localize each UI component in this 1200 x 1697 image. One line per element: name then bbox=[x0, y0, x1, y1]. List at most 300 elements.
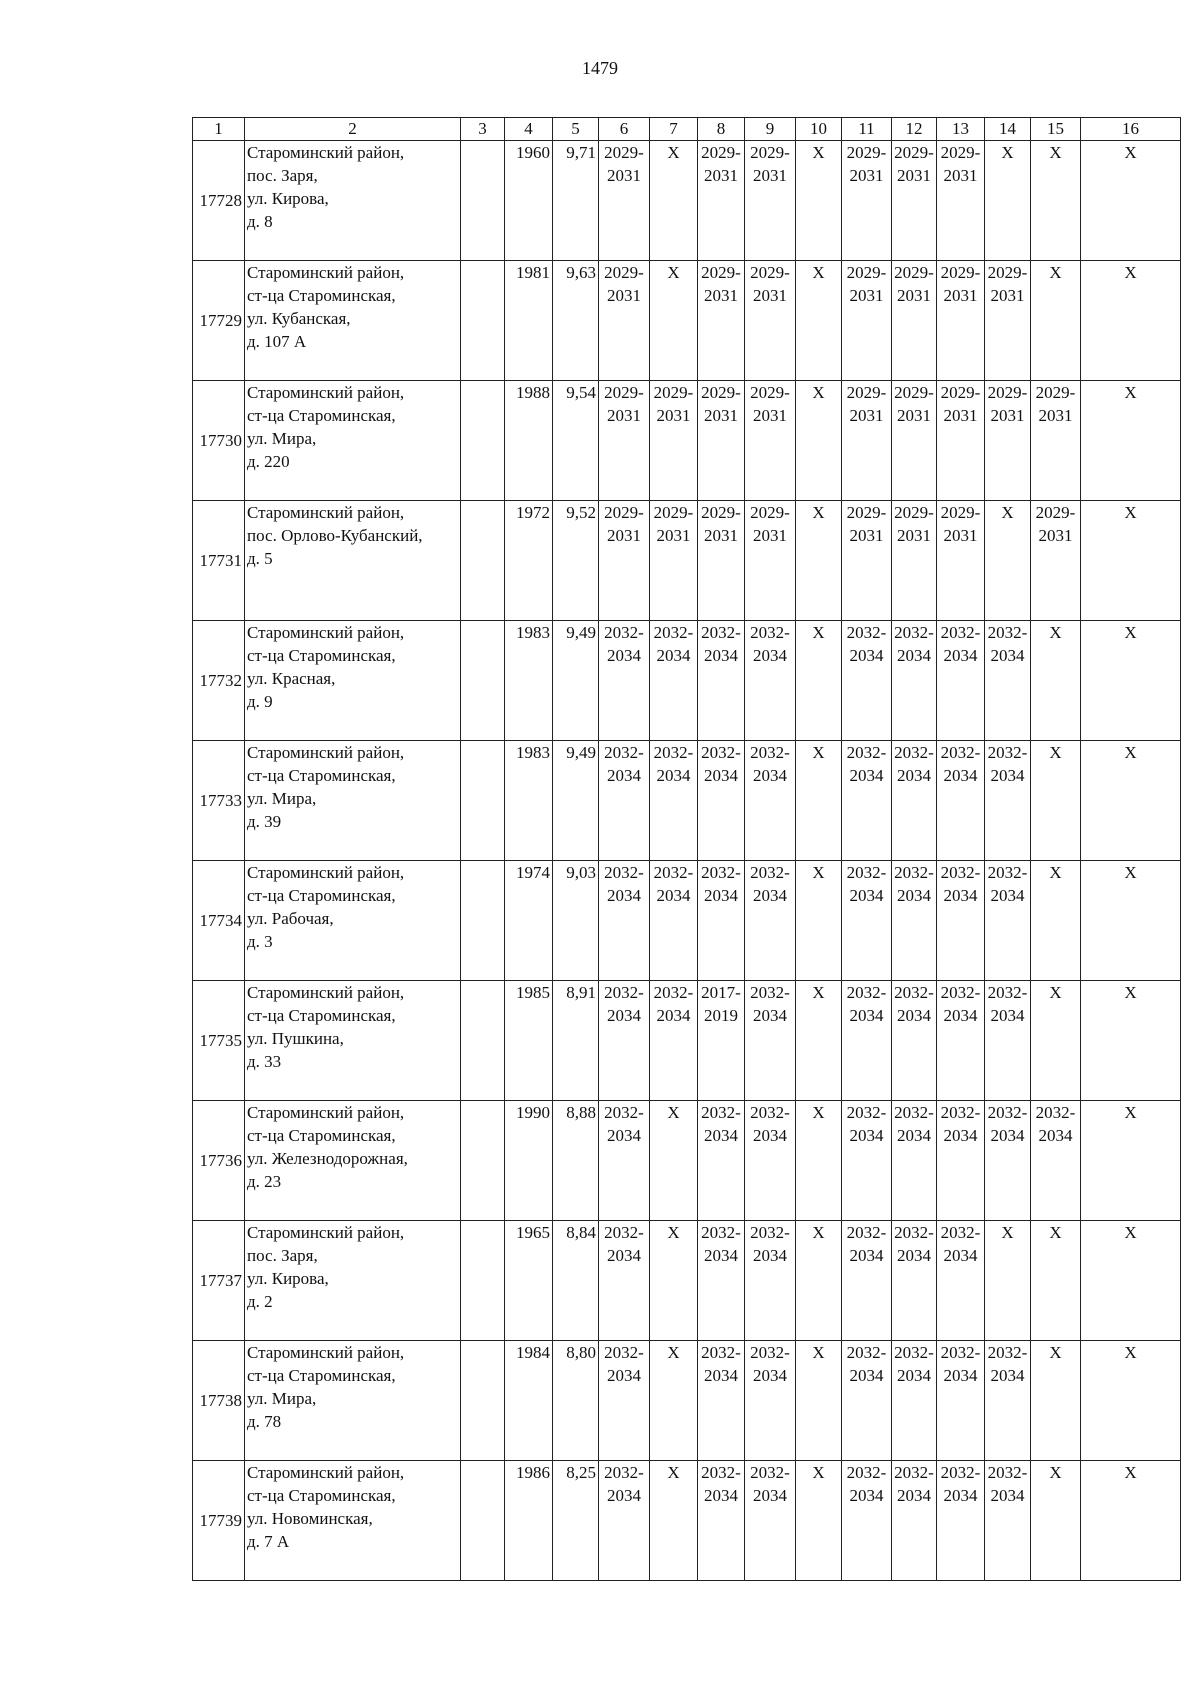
address-line: д. 2 bbox=[247, 1292, 273, 1311]
period-cell bbox=[650, 501, 698, 621]
period-line: 2034 bbox=[849, 1486, 884, 1505]
period-line: 2034 bbox=[607, 1366, 641, 1385]
year-cell: 1981 bbox=[505, 261, 553, 381]
period-cell bbox=[892, 381, 937, 501]
period-line: 2032- bbox=[846, 743, 887, 762]
period-line: 2031 bbox=[1038, 526, 1073, 545]
period-cell bbox=[698, 1221, 745, 1341]
period-line: 2034 bbox=[990, 646, 1025, 665]
period-line: 2032- bbox=[750, 863, 790, 882]
period-line: 2029- bbox=[940, 263, 981, 282]
period-cell bbox=[650, 621, 698, 741]
period-line: 2034 bbox=[943, 886, 978, 905]
period-line: 2032- bbox=[1035, 1103, 1076, 1122]
column-3-cell bbox=[461, 741, 505, 861]
period-cell bbox=[842, 261, 892, 381]
period-line: X bbox=[1049, 983, 1062, 1002]
period-line: X bbox=[667, 1103, 680, 1122]
period-cell bbox=[650, 141, 698, 261]
value-cell: 9,63 bbox=[553, 261, 599, 381]
period-cell bbox=[796, 621, 842, 741]
period-line: 2032- bbox=[894, 743, 934, 762]
period-line: 2032- bbox=[604, 863, 644, 882]
year-cell: 1985 bbox=[505, 981, 553, 1101]
table-row bbox=[193, 861, 1181, 981]
value-cell: 9,49 bbox=[553, 741, 599, 861]
row-number: 17738 bbox=[193, 1341, 245, 1461]
period-line: 2032- bbox=[987, 743, 1028, 762]
period-cell bbox=[1031, 741, 1081, 861]
period-cell bbox=[1081, 621, 1181, 741]
period-line: X bbox=[1124, 1103, 1137, 1122]
period-cell bbox=[892, 1461, 937, 1581]
period-line: 2031 bbox=[753, 406, 787, 425]
period-cell bbox=[892, 501, 937, 621]
column-3-cell bbox=[461, 1221, 505, 1341]
period-cell bbox=[599, 981, 650, 1101]
period-line: 2034 bbox=[943, 766, 978, 785]
address-cell bbox=[245, 1221, 461, 1341]
period-cell bbox=[796, 1101, 842, 1221]
period-line: 2034 bbox=[990, 886, 1025, 905]
period-cell bbox=[745, 501, 796, 621]
period-line: 2032- bbox=[653, 623, 694, 642]
period-line: 2032- bbox=[940, 1223, 981, 1242]
address-cell bbox=[245, 381, 461, 501]
table-row bbox=[193, 261, 1181, 381]
period-cell bbox=[650, 741, 698, 861]
value-cell: 9,49 bbox=[553, 621, 599, 741]
period-line: 2034 bbox=[607, 1246, 641, 1265]
period-line: 2031 bbox=[943, 286, 978, 305]
period-line: 2031 bbox=[990, 286, 1025, 305]
period-line: 2029- bbox=[1035, 503, 1076, 522]
period-line: 2034 bbox=[607, 766, 641, 785]
address-line: Староминский район, bbox=[247, 503, 405, 522]
period-line: 2029- bbox=[940, 143, 981, 162]
period-line: 2031 bbox=[897, 166, 931, 185]
address-line: Староминский район, bbox=[247, 383, 405, 402]
value-cell: 8,91 bbox=[553, 981, 599, 1101]
table-row bbox=[193, 1101, 1181, 1221]
period-cell bbox=[698, 981, 745, 1101]
period-line: 2031 bbox=[897, 526, 931, 545]
period-cell bbox=[796, 741, 842, 861]
address-line: ст-ца Староминская, bbox=[247, 286, 396, 305]
period-cell bbox=[842, 981, 892, 1101]
address-line: Староминский район, bbox=[247, 263, 405, 282]
address-line: Староминский район, bbox=[247, 863, 405, 882]
period-line: 2031 bbox=[849, 406, 884, 425]
period-cell bbox=[698, 141, 745, 261]
period-line: 2031 bbox=[704, 286, 738, 305]
year-cell: 1960 bbox=[505, 141, 553, 261]
period-line: 2032- bbox=[701, 863, 741, 882]
period-line: 2029- bbox=[750, 383, 790, 402]
address-line: д. 23 bbox=[247, 1172, 282, 1191]
period-line: 2034 bbox=[849, 1246, 884, 1265]
period-line: X bbox=[1124, 983, 1137, 1002]
row-number: 17731 bbox=[193, 501, 245, 621]
address-cell bbox=[245, 1341, 461, 1461]
column-header: 12 bbox=[892, 118, 937, 141]
period-line: 2031 bbox=[943, 526, 978, 545]
address-line: ст-ца Староминская, bbox=[247, 1366, 396, 1385]
year-cell: 1984 bbox=[505, 1341, 553, 1461]
address-line: ул. Красная, bbox=[247, 669, 336, 688]
period-line: 2032- bbox=[894, 863, 934, 882]
address-line: Староминский район, bbox=[247, 1103, 405, 1122]
period-line: 2034 bbox=[607, 1006, 641, 1025]
period-line: 2034 bbox=[943, 1006, 978, 1025]
period-line: X bbox=[1049, 623, 1062, 642]
period-line: 2034 bbox=[656, 886, 691, 905]
period-cell bbox=[937, 1461, 985, 1581]
period-cell bbox=[745, 1221, 796, 1341]
period-cell bbox=[599, 1101, 650, 1221]
period-cell bbox=[650, 981, 698, 1101]
column-3-cell bbox=[461, 1461, 505, 1581]
period-cell bbox=[745, 981, 796, 1101]
period-cell bbox=[1081, 861, 1181, 981]
period-line: 2032- bbox=[604, 983, 644, 1002]
period-line: 2034 bbox=[897, 1006, 931, 1025]
period-cell bbox=[985, 1341, 1031, 1461]
period-line: 2032- bbox=[940, 1343, 981, 1362]
row-number: 17734 bbox=[193, 861, 245, 981]
address-line: ст-ца Староминская, bbox=[247, 766, 396, 785]
period-line: 2032- bbox=[894, 1103, 934, 1122]
address-line: ул. Пушкина, bbox=[247, 1029, 344, 1048]
period-cell bbox=[698, 741, 745, 861]
period-line: 2032- bbox=[701, 623, 741, 642]
period-line: 2029- bbox=[846, 263, 887, 282]
period-line: X bbox=[1049, 263, 1062, 282]
row-number: 17736 bbox=[193, 1101, 245, 1221]
period-cell bbox=[745, 1101, 796, 1221]
year-cell: 1986 bbox=[505, 1461, 553, 1581]
column-header: 9 bbox=[745, 118, 796, 141]
column-header: 7 bbox=[650, 118, 698, 141]
period-line: X bbox=[812, 1223, 825, 1242]
period-cell bbox=[599, 1341, 650, 1461]
period-line: 2032- bbox=[940, 1463, 981, 1482]
address-line: Староминский район, bbox=[247, 743, 405, 762]
table-row bbox=[193, 1341, 1181, 1461]
period-line: 2032- bbox=[987, 1463, 1028, 1482]
row-number: 17735 bbox=[193, 981, 245, 1101]
period-line: 2032- bbox=[846, 983, 887, 1002]
period-cell bbox=[745, 861, 796, 981]
page-number: 1479 bbox=[582, 58, 618, 78]
period-line: 2034 bbox=[897, 1486, 931, 1505]
period-line: 2029- bbox=[940, 383, 981, 402]
period-cell bbox=[985, 861, 1031, 981]
address-line: д. 7 А bbox=[247, 1532, 290, 1551]
period-cell bbox=[842, 621, 892, 741]
period-line: 2029- bbox=[701, 263, 741, 282]
period-cell bbox=[796, 381, 842, 501]
period-line: X bbox=[1124, 383, 1137, 402]
period-line: 2029- bbox=[701, 503, 741, 522]
period-cell bbox=[937, 981, 985, 1101]
value-cell: 9,03 bbox=[553, 861, 599, 981]
row-number: 17732 bbox=[193, 621, 245, 741]
column-3-cell bbox=[461, 381, 505, 501]
period-line: 2032- bbox=[894, 1343, 934, 1362]
period-cell bbox=[1081, 381, 1181, 501]
row-number: 17737 bbox=[193, 1221, 245, 1341]
period-line: X bbox=[1049, 863, 1062, 882]
period-line: X bbox=[812, 143, 825, 162]
period-line: 2031 bbox=[607, 166, 641, 185]
value-cell: 8,84 bbox=[553, 1221, 599, 1341]
period-line: 2029- bbox=[846, 383, 887, 402]
table-row bbox=[193, 741, 1181, 861]
period-line: 2034 bbox=[753, 766, 787, 785]
column-header: 4 bbox=[505, 118, 553, 141]
period-line: 2032- bbox=[846, 1343, 887, 1362]
period-cell bbox=[599, 261, 650, 381]
period-cell bbox=[599, 1461, 650, 1581]
period-line: 2032- bbox=[701, 743, 741, 762]
period-line: 2034 bbox=[943, 1366, 978, 1385]
period-cell bbox=[1081, 141, 1181, 261]
period-line: 2032- bbox=[750, 983, 790, 1002]
period-cell bbox=[698, 381, 745, 501]
period-line: X bbox=[812, 1343, 825, 1362]
address-line: ст-ца Староминская, bbox=[247, 1006, 396, 1025]
period-line: 2032- bbox=[750, 743, 790, 762]
column-header: 5 bbox=[553, 118, 599, 141]
period-line: X bbox=[1124, 1463, 1137, 1482]
period-line: X bbox=[812, 503, 825, 522]
period-cell bbox=[985, 621, 1031, 741]
period-cell bbox=[1031, 981, 1081, 1101]
column-header: 2 bbox=[245, 118, 461, 141]
period-cell bbox=[1081, 1341, 1181, 1461]
period-cell bbox=[796, 1221, 842, 1341]
period-line: X bbox=[1049, 143, 1062, 162]
period-line: 2034 bbox=[753, 886, 787, 905]
period-line: 2034 bbox=[607, 1486, 641, 1505]
address-cell bbox=[245, 261, 461, 381]
period-line: 2019 bbox=[704, 1006, 738, 1025]
period-line: 2034 bbox=[849, 886, 884, 905]
period-line: 2034 bbox=[704, 1126, 738, 1145]
period-cell bbox=[745, 1341, 796, 1461]
period-cell bbox=[937, 1101, 985, 1221]
period-cell bbox=[650, 1461, 698, 1581]
period-line: X bbox=[667, 263, 680, 282]
period-line: 2034 bbox=[849, 766, 884, 785]
period-line: 2032- bbox=[940, 1103, 981, 1122]
period-line: 2031 bbox=[704, 526, 738, 545]
period-cell bbox=[892, 141, 937, 261]
period-line: X bbox=[1001, 503, 1014, 522]
period-line: 2034 bbox=[607, 646, 641, 665]
period-line: 2034 bbox=[753, 1126, 787, 1145]
period-cell bbox=[745, 621, 796, 741]
period-line: 2017- bbox=[701, 983, 741, 1002]
period-line: 2032- bbox=[894, 1463, 934, 1482]
address-line: д. 39 bbox=[247, 812, 282, 831]
address-line: ст-ца Староминская, bbox=[247, 646, 396, 665]
period-cell bbox=[892, 621, 937, 741]
address-line: Староминский район, bbox=[247, 623, 405, 642]
column-header: 11 bbox=[842, 118, 892, 141]
period-line: 2032- bbox=[701, 1103, 741, 1122]
address-line: ул. Рабочая, bbox=[247, 909, 334, 928]
year-cell: 1974 bbox=[505, 861, 553, 981]
period-line: 2029- bbox=[1035, 383, 1076, 402]
period-line: 2032- bbox=[701, 1223, 741, 1242]
period-line: 2034 bbox=[704, 1486, 738, 1505]
period-line: X bbox=[812, 1463, 825, 1482]
period-line: 2029- bbox=[604, 263, 644, 282]
period-cell bbox=[985, 501, 1031, 621]
period-line: 2032- bbox=[750, 1463, 790, 1482]
period-line: X bbox=[1049, 1343, 1062, 1362]
period-line: 2034 bbox=[656, 646, 691, 665]
address-line: Староминский район, bbox=[247, 1463, 405, 1482]
period-line: 2032- bbox=[894, 983, 934, 1002]
period-cell bbox=[698, 261, 745, 381]
address-line: ст-ца Староминская, bbox=[247, 406, 396, 425]
period-cell bbox=[842, 501, 892, 621]
period-line: 2031 bbox=[943, 406, 978, 425]
period-line: 2034 bbox=[753, 1246, 787, 1265]
period-line: X bbox=[667, 1343, 680, 1362]
period-line: 2032- bbox=[701, 1463, 741, 1482]
period-line: 2034 bbox=[897, 886, 931, 905]
period-line: 2034 bbox=[990, 1126, 1025, 1145]
period-line: 2031 bbox=[849, 286, 884, 305]
row-number: 17733 bbox=[193, 741, 245, 861]
period-cell bbox=[796, 1461, 842, 1581]
address-line: ст-ца Староминская, bbox=[247, 886, 396, 905]
period-line: 2034 bbox=[704, 1246, 738, 1265]
period-cell bbox=[745, 1461, 796, 1581]
period-line: 2032- bbox=[604, 1343, 644, 1362]
period-line: 2034 bbox=[897, 1366, 931, 1385]
period-line: 2032- bbox=[750, 623, 790, 642]
address-line: д. 5 bbox=[247, 549, 273, 568]
period-cell bbox=[698, 1341, 745, 1461]
period-cell bbox=[796, 261, 842, 381]
period-line: 2034 bbox=[704, 1366, 738, 1385]
address-cell bbox=[245, 621, 461, 741]
period-cell bbox=[599, 1221, 650, 1341]
column-header: 8 bbox=[698, 118, 745, 141]
address-line: ст-ца Староминская, bbox=[247, 1126, 396, 1145]
period-line: 2034 bbox=[753, 1486, 787, 1505]
period-line: 2034 bbox=[897, 1126, 931, 1145]
period-line: 2031 bbox=[753, 286, 787, 305]
period-cell bbox=[698, 501, 745, 621]
period-cell bbox=[842, 1341, 892, 1461]
period-line: 2032- bbox=[987, 1343, 1028, 1362]
period-cell bbox=[1081, 981, 1181, 1101]
period-line: 2032- bbox=[940, 743, 981, 762]
column-header: 15 bbox=[1031, 118, 1081, 141]
period-cell bbox=[985, 1101, 1031, 1221]
row-number: 17729 bbox=[193, 261, 245, 381]
period-line: X bbox=[812, 263, 825, 282]
period-line: 2032- bbox=[604, 1463, 644, 1482]
address-line: д. 78 bbox=[247, 1412, 282, 1431]
table-row bbox=[193, 381, 1181, 501]
period-line: 2034 bbox=[943, 1486, 978, 1505]
period-cell bbox=[937, 381, 985, 501]
period-line: 2029- bbox=[750, 143, 790, 162]
period-line: 2032- bbox=[750, 1223, 790, 1242]
period-line: 2034 bbox=[897, 1246, 931, 1265]
period-cell bbox=[985, 1461, 1031, 1581]
address-line: д. 3 bbox=[247, 932, 273, 951]
address-line: ст-ца Староминская, bbox=[247, 1486, 396, 1505]
period-line: 2032- bbox=[894, 623, 934, 642]
address-line: ул. Кубанская, bbox=[247, 309, 351, 328]
address-line: д. 220 bbox=[247, 452, 290, 471]
period-line: 2032- bbox=[894, 1223, 934, 1242]
period-line: 2032- bbox=[750, 1343, 790, 1362]
period-line: 2029- bbox=[653, 383, 694, 402]
period-line: X bbox=[1001, 143, 1014, 162]
period-line: 2032- bbox=[846, 863, 887, 882]
address-line: пос. Заря, bbox=[247, 166, 318, 185]
address-cell bbox=[245, 741, 461, 861]
period-line: X bbox=[1049, 1223, 1062, 1242]
period-line: 2034 bbox=[849, 1006, 884, 1025]
column-3-cell bbox=[461, 1101, 505, 1221]
value-cell: 9,54 bbox=[553, 381, 599, 501]
period-line: 2034 bbox=[990, 1486, 1025, 1505]
value-cell: 8,80 bbox=[553, 1341, 599, 1461]
period-cell bbox=[1031, 1461, 1081, 1581]
period-cell bbox=[1081, 1101, 1181, 1221]
period-cell bbox=[985, 1221, 1031, 1341]
period-line: 2034 bbox=[607, 1126, 641, 1145]
period-line: 2031 bbox=[607, 406, 641, 425]
period-cell bbox=[842, 861, 892, 981]
period-line: X bbox=[1124, 1343, 1137, 1362]
period-line: X bbox=[1124, 1223, 1137, 1242]
value-cell: 8,88 bbox=[553, 1101, 599, 1221]
period-line: 2032- bbox=[940, 983, 981, 1002]
period-line: 2029- bbox=[701, 143, 741, 162]
column-header: 16 bbox=[1081, 118, 1181, 141]
period-cell bbox=[650, 261, 698, 381]
period-cell bbox=[892, 261, 937, 381]
period-cell bbox=[650, 381, 698, 501]
period-cell bbox=[1081, 741, 1181, 861]
period-line: 2031 bbox=[943, 166, 978, 185]
period-line: X bbox=[667, 1223, 680, 1242]
period-line: 2032- bbox=[987, 1103, 1028, 1122]
period-line: 2031 bbox=[897, 406, 931, 425]
period-line: 2032- bbox=[701, 1343, 741, 1362]
period-line: 2031 bbox=[656, 406, 691, 425]
column-3-cell bbox=[461, 141, 505, 261]
address-line: Староминский район, bbox=[247, 143, 405, 162]
period-line: 2034 bbox=[753, 1366, 787, 1385]
period-cell bbox=[1031, 141, 1081, 261]
period-cell bbox=[650, 1101, 698, 1221]
period-line: 2029- bbox=[894, 263, 934, 282]
value-cell: 9,71 bbox=[553, 141, 599, 261]
period-cell bbox=[1081, 1461, 1181, 1581]
